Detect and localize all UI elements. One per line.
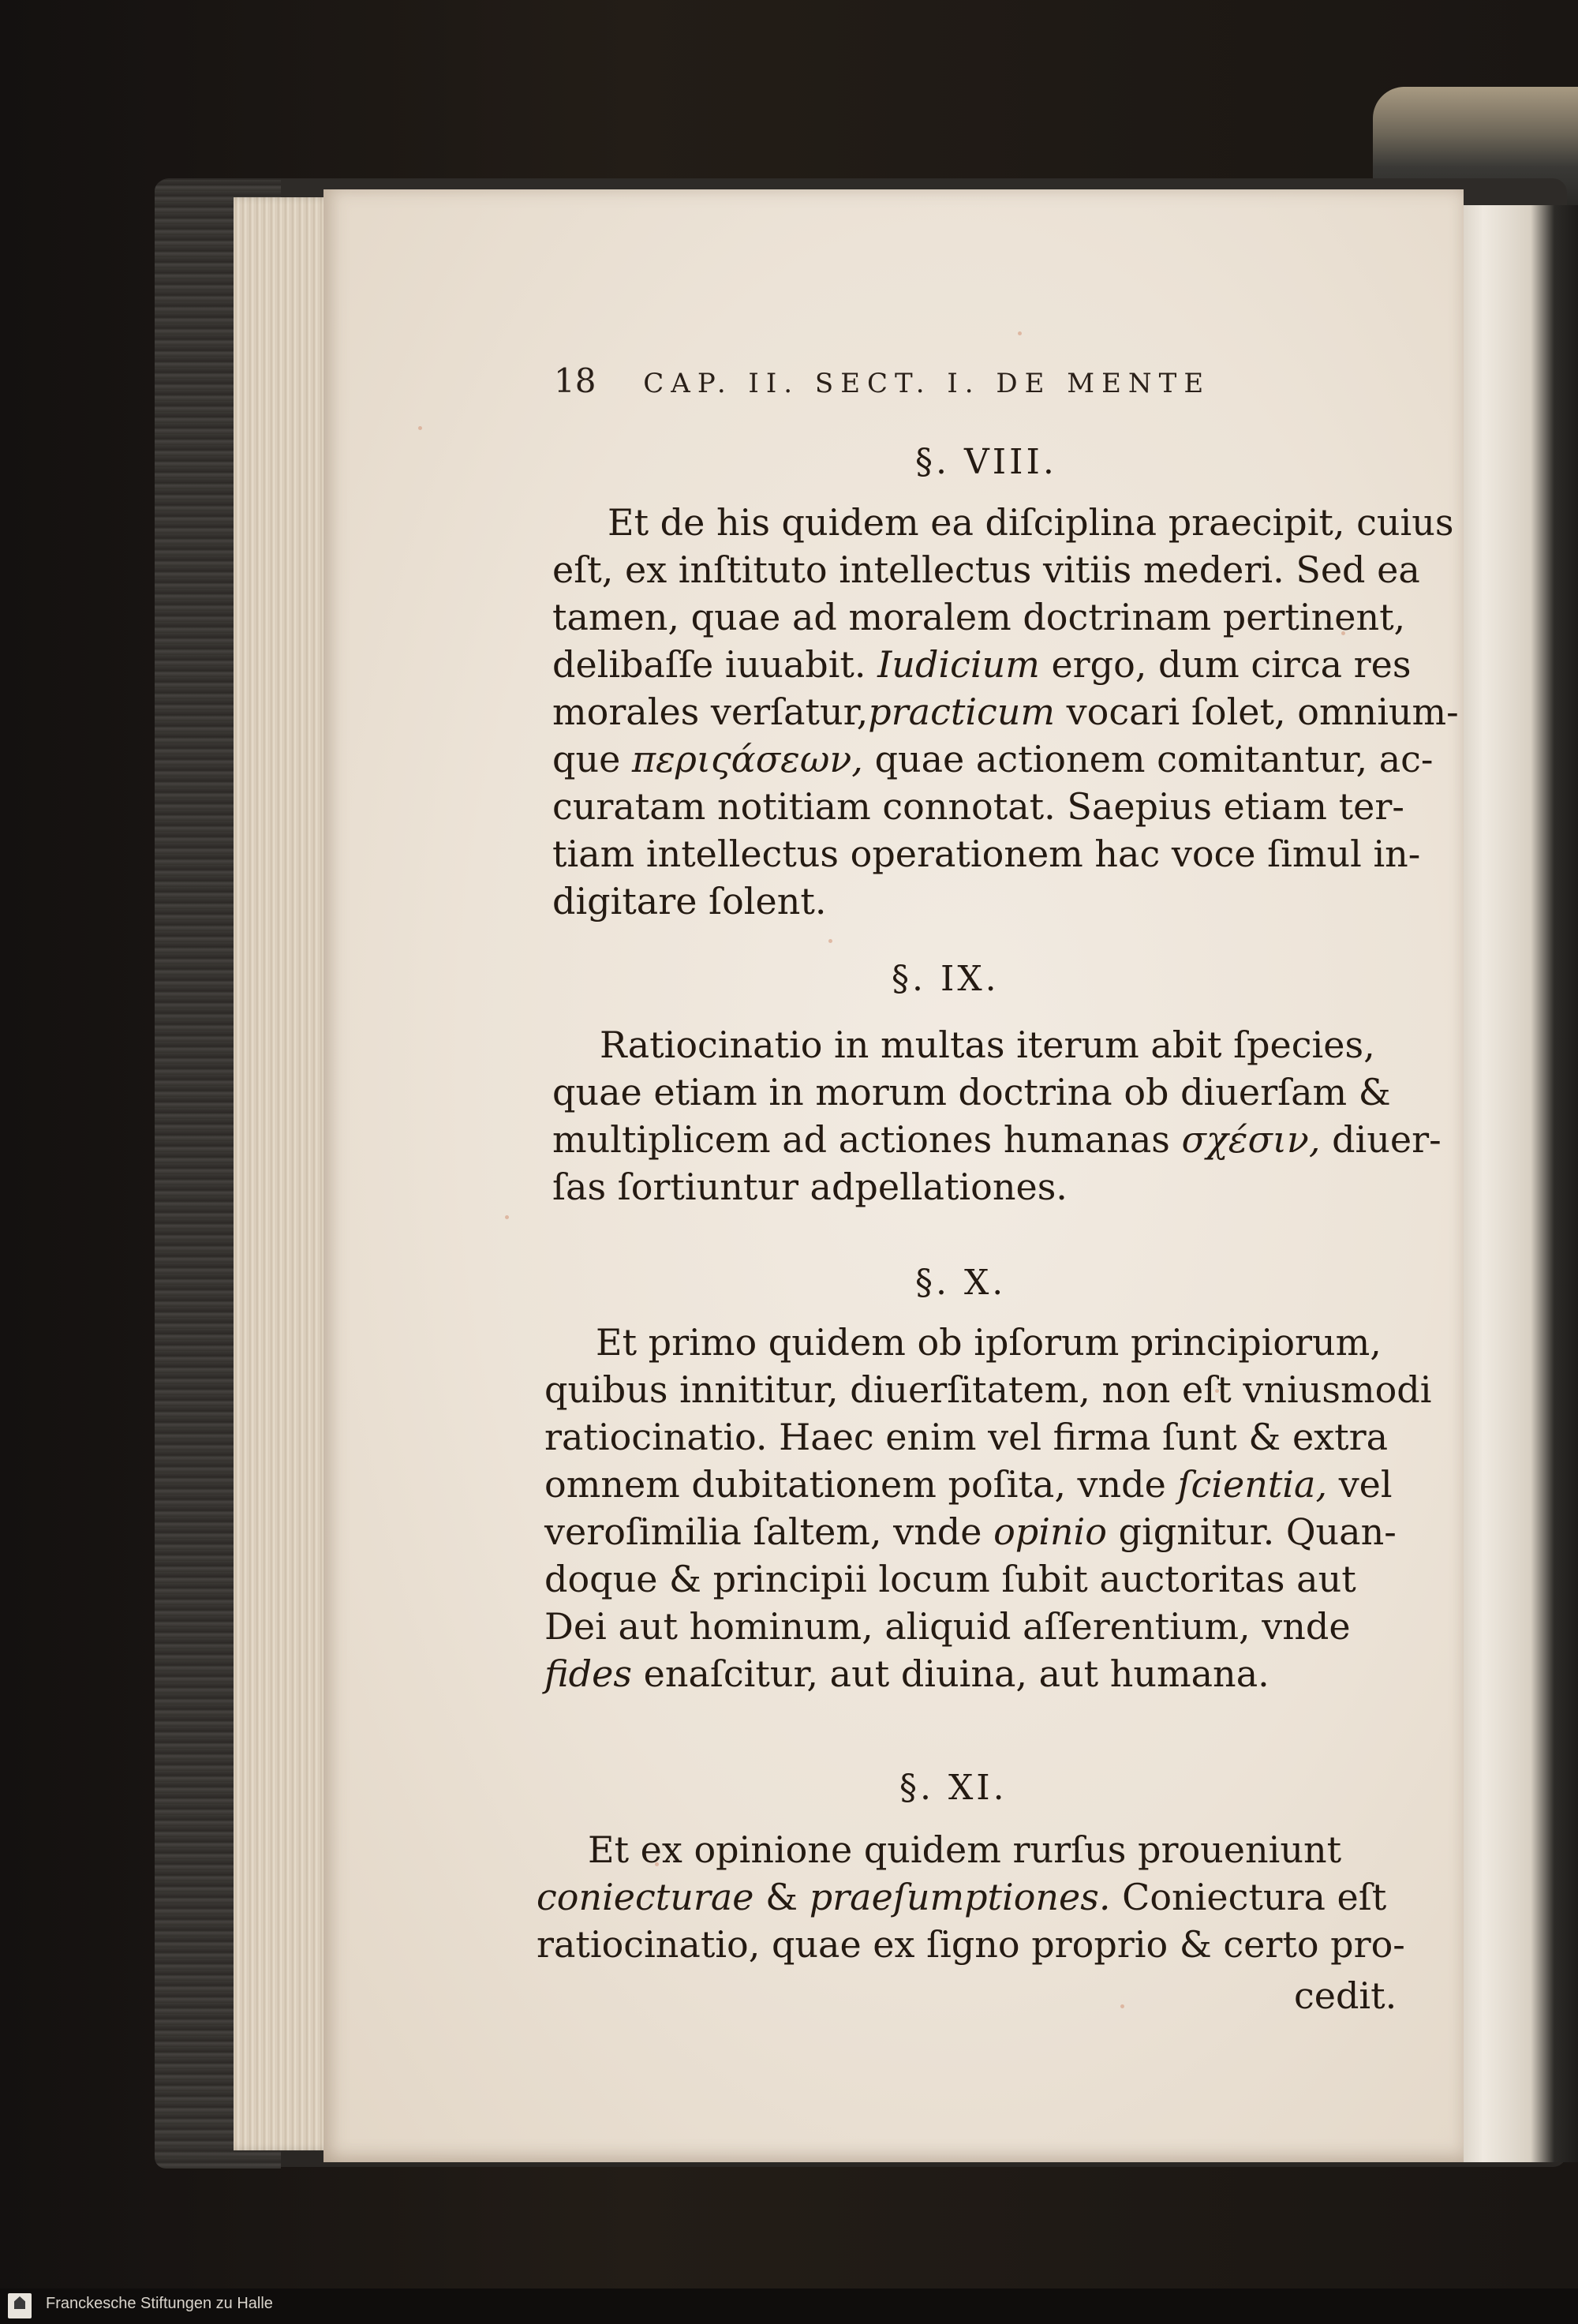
text-span: quae actionem comitantur, ac-	[874, 738, 1434, 780]
text-span: ergo, dum circa res	[1051, 643, 1412, 686]
paragraph-line	[552, 736, 1433, 782]
paragraph-line: tiam intellectus operationem hac voce ſimul in-	[552, 833, 1421, 875]
paragraph-line: Et primo quidem ob ipſorum principiorum,	[596, 1321, 1382, 1364]
paragraph-line: ſas ſortiuntur adpellationes.	[552, 1166, 1068, 1208]
paragraph-line	[544, 1461, 1393, 1507]
text-span: multiplicem ad actiones humanas	[552, 1118, 1170, 1161]
text-span: veroſimilia ſaltem, vnde	[544, 1510, 982, 1553]
paragraph-line: ratiocinatio, quae ex ſigno proprio & certo pro-	[537, 1923, 1405, 1966]
italic-term: fides	[544, 1652, 632, 1695]
paragraph-line: tamen, quae ad moralem doctrinam pertinent,	[552, 596, 1406, 638]
text-span: omnem dubitationem poſita, vnde	[544, 1463, 1166, 1506]
italic-term: practicum	[868, 690, 1056, 733]
catchword: cedit.	[1294, 1974, 1397, 2017]
section-heading-x: §. X.	[915, 1263, 1007, 1303]
text-span: enaſcitur, aut diuina, aut humana.	[643, 1652, 1270, 1695]
text-span: que	[552, 738, 621, 780]
paragraph-line: Et de his quidem ea diſciplina praecipit, cuius	[608, 501, 1454, 544]
paragraph-line	[537, 1874, 1386, 1920]
greek-term: περιςάσεων,	[631, 738, 863, 780]
paragraph-line	[552, 1117, 1442, 1162]
paragraph-line: Ratiocinatio in multas iterum abit ſpecies,	[600, 1024, 1375, 1066]
text-span: gignitur. Quan-	[1118, 1510, 1397, 1553]
italic-term: ſcientia,	[1177, 1463, 1328, 1506]
paragraph-line: eſt, ex inſtituto intellectus vitiis mederi. Sed ea	[552, 548, 1420, 591]
greek-term: σχέσιν,	[1181, 1118, 1321, 1161]
text-span: diuer-	[1332, 1118, 1442, 1161]
section-heading-viii: §. VIII.	[915, 442, 1057, 482]
paragraph-line	[552, 642, 1411, 687]
page-number: 18	[554, 361, 596, 400]
paragraph-line: quae etiam in morum doctrina ob diuerſam &	[552, 1071, 1391, 1113]
paragraph-line: Et ex opinione quidem rurſus proueniunt	[588, 1828, 1342, 1871]
italic-term: coniecturae	[537, 1876, 754, 1918]
paragraph-line: curatam notitiam connotat. Saepius etiam ter-	[552, 785, 1404, 828]
running-head	[554, 361, 1367, 400]
italic-term: opinio	[993, 1510, 1107, 1553]
paragraph-line: Dei aut hominum, aliquid aſſerentium, vnde	[544, 1605, 1351, 1648]
italic-term: praeſumptiones.	[809, 1876, 1111, 1918]
text-span: vocari ſolet, omnium-	[1066, 690, 1459, 733]
italic-term: Iudicium	[877, 643, 1040, 686]
running-head-title: CAP. II. SECT. I. DE MENTE	[643, 368, 1211, 399]
text-span: vel	[1338, 1463, 1393, 1506]
facing-page-edge	[1460, 205, 1578, 2162]
section-heading-ix: §. IX.	[892, 959, 1000, 999]
paragraph-line: quibus innititur, diuerſitatem, non eſt vniusmodi	[544, 1368, 1432, 1411]
paragraph-line: ratiocinatio. Haec enim vel firma ſunt & extra	[544, 1416, 1389, 1458]
institution-logo-icon	[8, 2293, 32, 2318]
paragraph-line	[544, 1651, 1270, 1697]
footer-credit: Franckesche Stiftungen zu Halle	[46, 2295, 273, 2312]
text-span: Coniectura eſt	[1122, 1876, 1387, 1918]
paragraph-line	[544, 1509, 1397, 1555]
paragraph-line: doque & principii locum ſubit auctoritas aut	[544, 1558, 1356, 1600]
text-span: morales verſatur,	[552, 690, 869, 733]
paragraph-line	[552, 689, 1459, 735]
text-span: delibaſſe iuuabit.	[552, 643, 866, 686]
paragraph-line: digitare ſolent.	[552, 880, 827, 922]
text-span: &	[765, 1876, 798, 1918]
section-heading-xi: §. XI.	[899, 1768, 1008, 1808]
